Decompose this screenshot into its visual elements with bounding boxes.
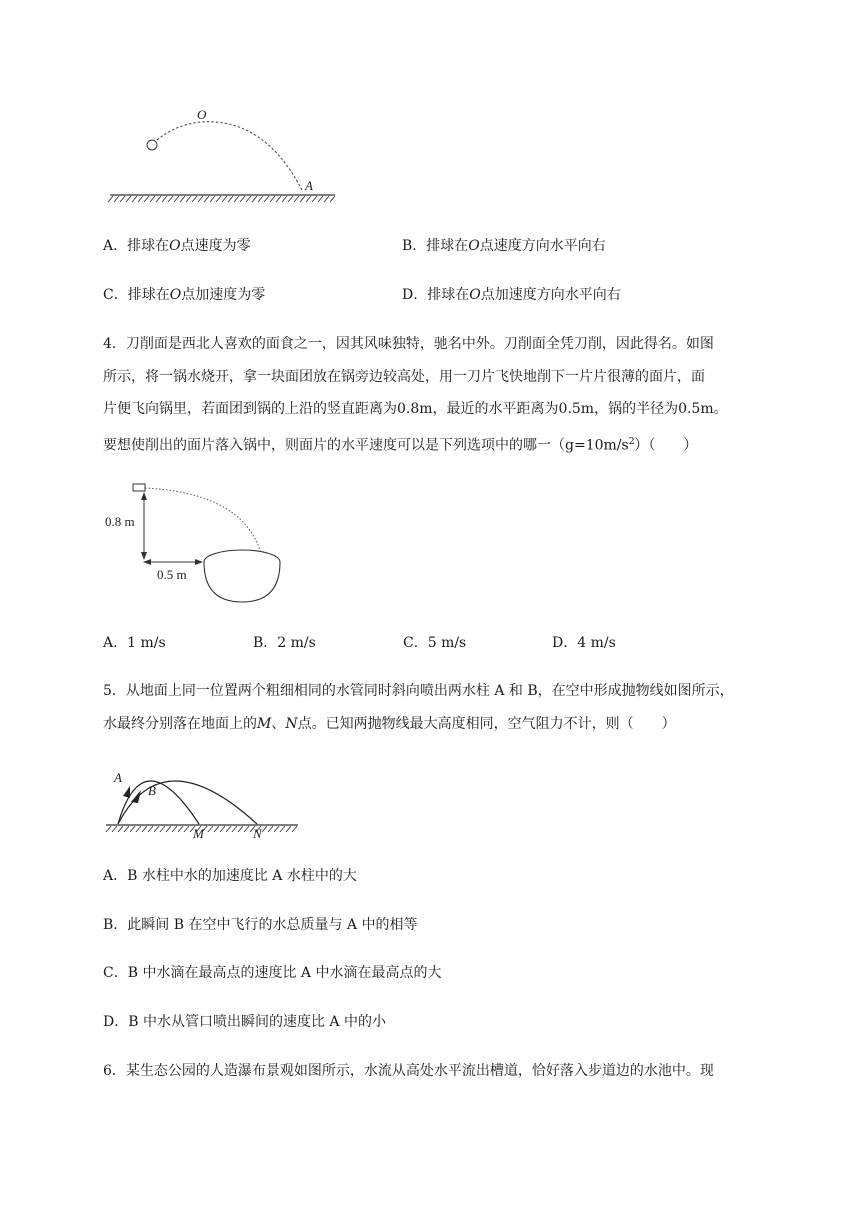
q4-line-3: 片便飞向锅里，若面团到锅的上沿的竖直距离为0.8m，最近的水平距离为0.5m，锅的半径为0.5m。: [103, 401, 728, 417]
q5-option-b[interactable]: B．此瞬间 B 在空中飞行的水总质量与 A 中的相等: [103, 917, 418, 933]
water-jets-figure: [103, 758, 303, 840]
q4-line-1: 4．刀削面是西北人喜欢的面食之一，因其风味独特，驰名中外。刀削面全凭刀削，因此得名。如图: [103, 336, 714, 352]
label-jet-b: B: [148, 783, 156, 798]
q5-option-a[interactable]: A．B 水柱中水的加速度比 A 水柱中的大: [103, 868, 357, 884]
label-height: 0.8 m: [105, 514, 135, 529]
q5-option-d[interactable]: D．B 中水从管口喷出瞬间的速度比 A 中的小: [103, 1014, 386, 1030]
noodle-pot-figure: [103, 478, 293, 608]
q3-option-d[interactable]: D．排球在O点加速度方向水平向右: [402, 287, 621, 303]
dough-icon: [133, 484, 145, 491]
volleyball-trajectory-figure: [105, 105, 345, 210]
ball-icon: [147, 140, 157, 150]
q3-option-b[interactable]: B．排球在O点速度方向水平向右: [402, 238, 606, 254]
jet-a-path: [118, 781, 199, 824]
q5-option-c[interactable]: C．B 中水滴在最高点的速度比 A 中水滴在最高点的大: [103, 965, 442, 981]
label-m: M: [193, 826, 204, 840]
label-o: O: [197, 107, 207, 122]
q3-option-a[interactable]: A．排球在O点速度为零: [103, 238, 251, 254]
q4-option-c[interactable]: C．5 m/s: [403, 635, 467, 651]
label-width: 0.5 m: [157, 567, 187, 582]
label-jet-a: A: [114, 770, 122, 785]
pot-body: [204, 562, 280, 602]
label-n: N: [253, 826, 262, 840]
jet-b-path: [118, 781, 257, 824]
q6-line-1: 6．某生态公园的人造瀑布景观如图所示，水流从高处水平流出槽道，恰好落入步道边的水池中。现: [103, 1063, 714, 1079]
q4-option-b[interactable]: B．2 m/s: [253, 635, 316, 651]
q3-option-c[interactable]: C．排球在O点加速度为零: [103, 287, 266, 303]
q5-line-2: 水最终分别落在地面上的M、N点。已知两抛物线最大高度相同，空气阻力不计，则（ ）: [103, 716, 676, 732]
q4-line-4: 要想使削出的面片落入锅中，则面片的水平速度可以是下列选项中的哪一$(g=10m/s^2)$（ ）: [103, 437, 698, 454]
q4-option-a[interactable]: A．1 m/s: [103, 635, 166, 651]
label-a: A: [305, 178, 313, 193]
q5-line-1: 5．从地面上同一位置两个粗细相同的水管同时斜向喷出两水柱 A 和 B，在空中形成抛物线如图所示，: [103, 683, 734, 699]
q4-option-d[interactable]: D．4 m/s: [552, 635, 616, 651]
arrow-a-icon: [123, 786, 130, 798]
q4-line-2: 所示，将一锅水烧开，拿一块面团放在锅旁边较高处，用一刀片飞快地削下一片片很薄的面片，面: [103, 369, 705, 385]
